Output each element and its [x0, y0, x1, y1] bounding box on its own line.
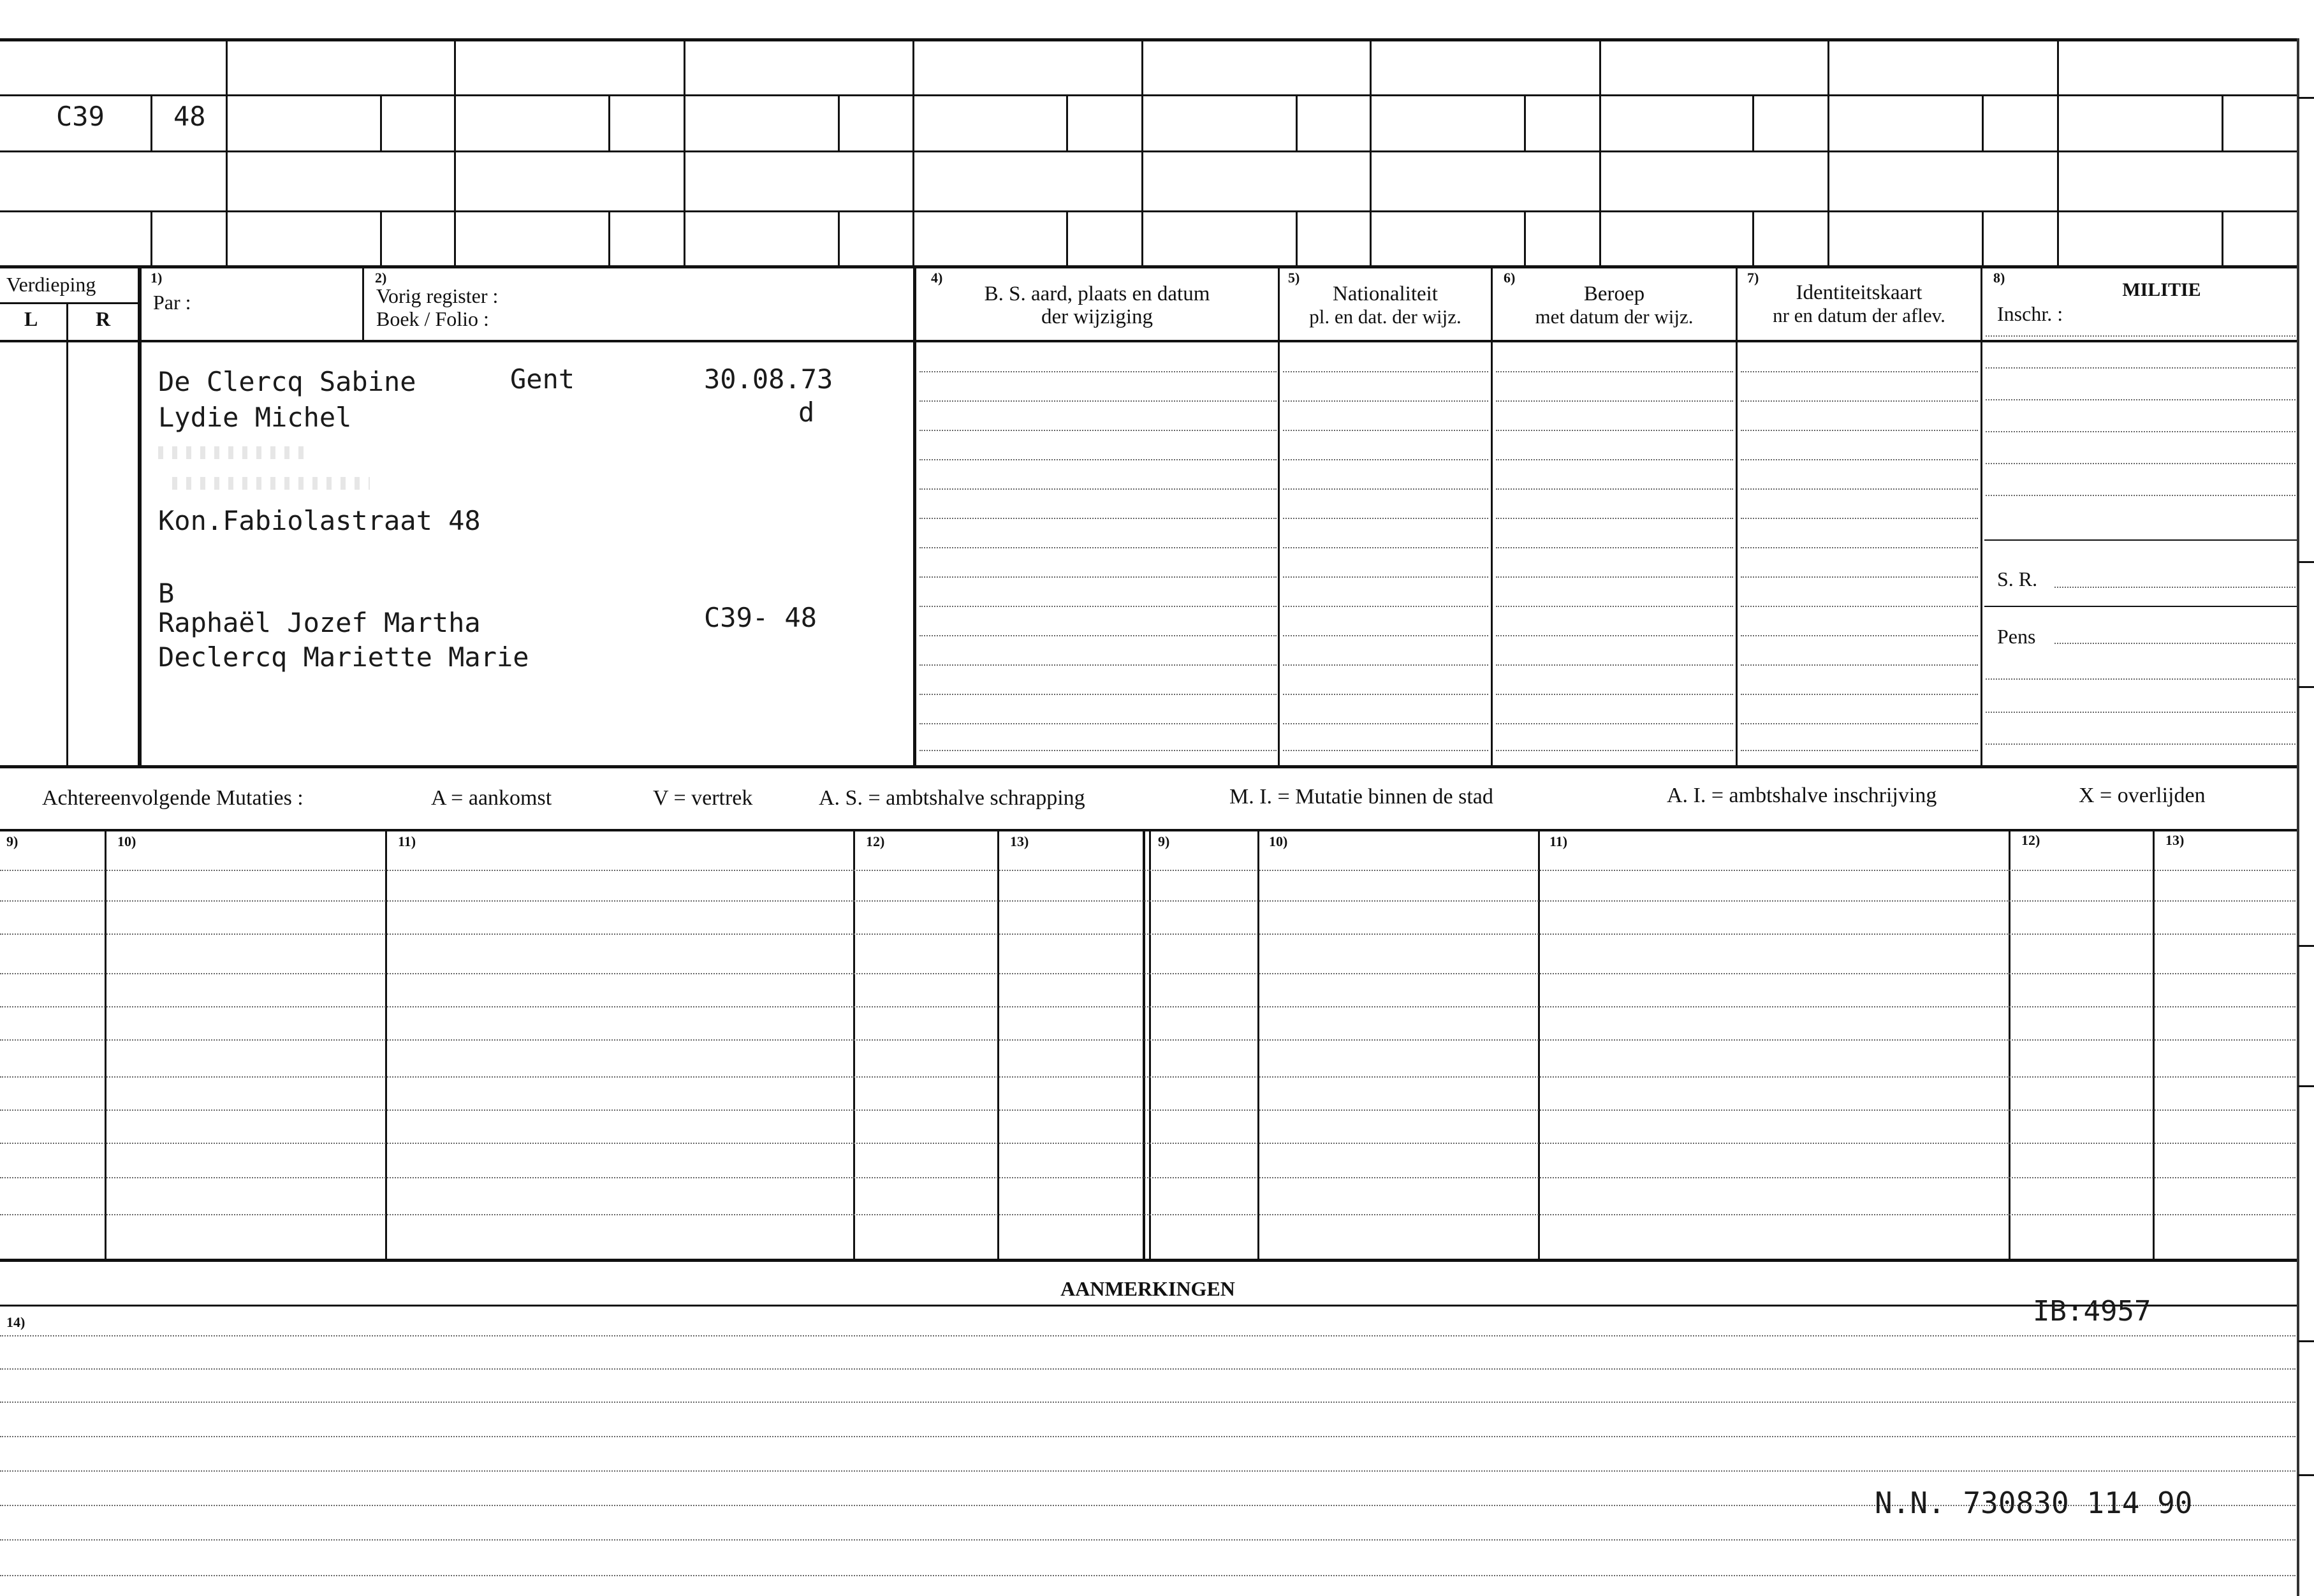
mut-col-border: [385, 830, 387, 1260]
footnote-8: 8): [1993, 270, 2005, 286]
col-l-label: L: [24, 307, 38, 330]
redacted-line: [158, 446, 311, 459]
mutatie-x: X = overlijden: [2079, 784, 2206, 807]
col-l-r-divider: [66, 304, 68, 766]
mutaties-title: Achtereenvolgende Mutaties :: [42, 786, 304, 810]
footnote-6: 6): [1504, 270, 1516, 286]
top-grid-col: [1599, 40, 1601, 267]
beroep-header-line2: met datum der wijz.: [1535, 305, 1694, 328]
militie-header: MILITIE: [2122, 279, 2201, 300]
mut-col-number: 9): [1158, 833, 1170, 849]
mut-col-number: 13): [1010, 833, 1029, 849]
nat-header-line2: pl. en dat. der wijz.: [1309, 305, 1461, 328]
top-grid-border-top: [0, 38, 2299, 41]
national-number: N.N. 730830 114 90: [1875, 1486, 2193, 1520]
footnote-7: 7): [1747, 270, 1759, 286]
footnote-14: 14): [6, 1314, 26, 1330]
top-grid-sub: [1752, 96, 1754, 152]
mut-col-number: 12): [2021, 832, 2040, 848]
mut-col-border: [1257, 830, 1259, 1260]
verdieping-divider: [0, 302, 138, 304]
register-number: 48: [173, 101, 206, 132]
top-grid-col: [1370, 40, 1372, 267]
ib-number: IB:4957: [2033, 1295, 2151, 1328]
col-id-border: [1736, 268, 1738, 766]
top-grid-sub: [380, 96, 382, 152]
top-grid-sub: [2222, 212, 2223, 267]
footnote-5: 5): [1288, 270, 1300, 286]
top-grid-border-bottom: [0, 265, 2299, 268]
record-b-marker: B: [158, 578, 175, 609]
col-militie-border: [1981, 268, 1982, 766]
bs-header-line1: B. S. aard, plaats en datum: [984, 282, 1210, 305]
mut-col-number: 10): [117, 833, 136, 849]
col-vorig-border: [362, 268, 364, 342]
verdieping-label: Verdieping: [6, 273, 96, 296]
top-grid-sub: [150, 96, 152, 152]
birth-date: 30.08.73: [704, 363, 833, 395]
top-grid-line: [0, 150, 2299, 152]
top-grid-sub: [838, 212, 840, 267]
mut-col-number: 12): [866, 833, 885, 849]
mut-col-border: [2153, 830, 2155, 1260]
top-grid-line: [0, 210, 2299, 212]
mutatie-ai: A. I. = ambtshalve inschrijving: [1667, 784, 1937, 807]
person-name: De Clercq Sabine: [158, 366, 416, 397]
mut-col-border: [1538, 830, 1540, 1260]
nat-header-line1: Nationaliteit: [1333, 282, 1438, 305]
person-sex: d: [798, 397, 815, 428]
person-address: Kon.Fabiolastraat 48: [158, 505, 481, 536]
id-header-line2: nr en datum der aflev.: [1773, 304, 1945, 326]
mut-col-border: [853, 830, 855, 1260]
top-grid-sub: [1066, 96, 1068, 152]
top-grid-sub: [608, 96, 610, 152]
mut-col-border: [105, 830, 106, 1260]
main-header-bottom: [0, 340, 2299, 342]
mut-center-border: [1149, 830, 1151, 1260]
mut-col-number: 13): [2165, 832, 2185, 848]
top-grid-col: [684, 40, 685, 267]
top-grid-sub: [1982, 96, 1984, 152]
aanmerkingen-divider: [0, 1305, 2299, 1307]
pens-label: Pens: [1997, 625, 2036, 648]
inschr-label: Inschr. :: [1997, 302, 2063, 325]
top-grid-sub: [1524, 96, 1526, 152]
top-grid-col: [454, 40, 456, 267]
footnote-4: 4): [931, 270, 943, 286]
top-grid-sub: [2222, 96, 2223, 152]
top-grid-col: [226, 40, 228, 267]
main-table-bottom: [0, 765, 2299, 768]
top-grid-sub: [838, 96, 840, 152]
father-reference: C39- 48: [704, 602, 817, 633]
mut-col-number: 9): [6, 833, 18, 849]
top-grid-sub: [150, 212, 152, 267]
col-bs-border: [913, 268, 916, 766]
top-grid-col: [2057, 40, 2059, 267]
top-grid-sub: [1296, 212, 1298, 267]
top-grid-col: [1827, 40, 1829, 267]
mut-col-number: 11): [1549, 833, 1568, 849]
id-header-line1: Identiteitskaart: [1796, 281, 1922, 304]
mother-names: Declercq Mariette Marie: [158, 641, 529, 673]
top-grid-line: [0, 94, 2299, 96]
mut-col-border: [2009, 830, 2010, 1260]
footnote-1: 1): [150, 270, 163, 286]
par-label: Par :: [153, 291, 191, 314]
mutatie-v: V = vertrek: [653, 786, 753, 810]
mutatie-a: A = aankomst: [431, 786, 552, 810]
redacted-line: [172, 477, 370, 490]
top-grid-sub: [608, 212, 610, 267]
beroep-header-line1: Beroep: [1583, 282, 1645, 305]
top-grid-sub: [1752, 212, 1754, 267]
mut-col-number: 10): [1269, 833, 1288, 849]
vorig-register-label: Vorig register :: [376, 284, 499, 307]
sr-label: S. R.: [1997, 567, 2038, 590]
top-grid-sub: [1982, 212, 1984, 267]
mutatie-mi: M. I. = Mutatie binnen de stad: [1229, 785, 1493, 809]
top-grid-sub: [380, 212, 382, 267]
top-grid-sub: [1524, 212, 1526, 267]
birth-place: Gent: [510, 363, 575, 395]
mutatie-as: A. S. = ambtshalve schrapping: [819, 786, 1085, 810]
footnote-2: 2): [375, 270, 387, 286]
mut-col-number: 11): [398, 833, 416, 849]
top-grid-col: [1141, 40, 1143, 267]
top-grid-sub: [1296, 96, 1298, 152]
col-r-label: R: [96, 307, 111, 330]
mut-center-border: [1143, 830, 1145, 1260]
boek-folio-label: Boek / Folio :: [376, 307, 489, 330]
top-grid-sub: [1066, 212, 1068, 267]
person-first-names: Lydie Michel: [158, 402, 352, 433]
top-grid-col: [912, 40, 914, 267]
register-code: C39: [56, 101, 105, 132]
col-nat-border: [1278, 268, 1280, 766]
bs-header-line2: der wijziging: [1041, 305, 1153, 328]
father-names: Raphaël Jozef Martha: [158, 607, 481, 638]
aanmerkingen-title: AANMERKINGEN: [1060, 1277, 1235, 1300]
mut-col-border: [997, 830, 999, 1260]
col-beroep-border: [1491, 268, 1493, 766]
col-par-border: [138, 268, 142, 766]
